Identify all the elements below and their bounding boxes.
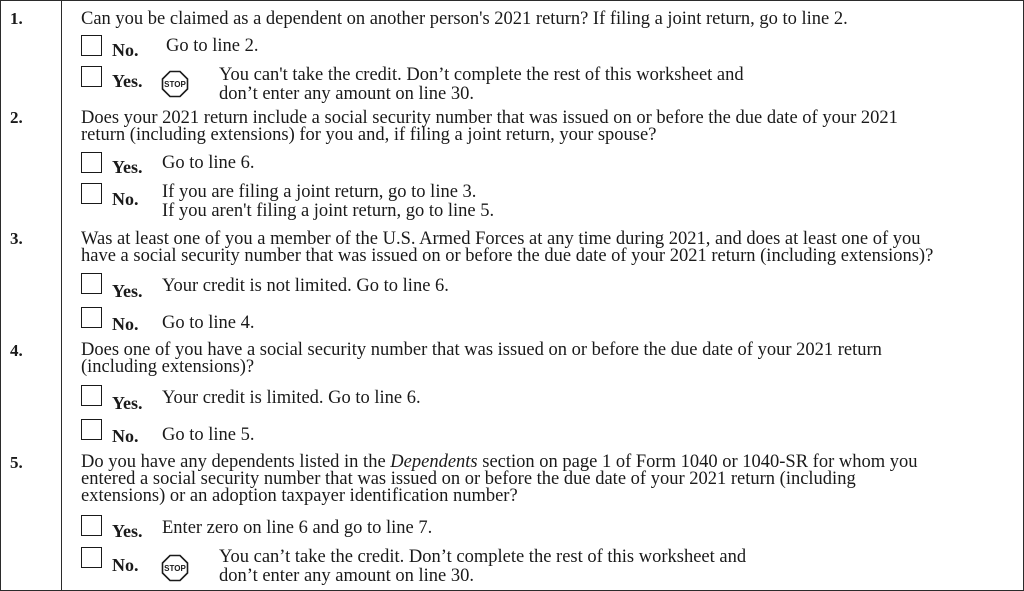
answer-label: No. (112, 314, 139, 334)
question-text: Was at least one of you a member of the U.S. Armed Forces at any time during 2021, and does at least one of you (81, 229, 921, 249)
instruction-text: don’t enter any amount on line 30. (219, 566, 475, 586)
line-number: 5. (10, 453, 23, 472)
answer-label: Yes. (112, 157, 143, 177)
instruction-text: Go to line 6. (162, 153, 255, 173)
instruction-text: Go to line 5. (162, 425, 255, 445)
instruction-text: Your credit is limited. Go to line 6. (162, 388, 421, 408)
instruction-text: Enter zero on line 6 and go to line 7. (162, 518, 433, 538)
instruction-text: Go to line 2. (166, 36, 259, 56)
yes-checkbox[interactable] (81, 385, 102, 406)
question-text: return (including extensions) for you and, if filing a joint return, your spouse? (81, 125, 657, 145)
answer-label: No. (112, 426, 139, 446)
stop-sign-label: STOP (164, 564, 186, 573)
line-number: 4. (10, 341, 23, 360)
question-text: Does one of you have a social security number that was issued on or before the due date of your 2021 return (81, 340, 882, 360)
answer-label: Yes. (112, 521, 143, 541)
instruction-text: If you are filing a joint return, go to line 3. (162, 182, 477, 202)
instruction-text: Your credit is not limited. Go to line 6. (162, 276, 449, 296)
line-number: 2. (10, 108, 23, 127)
no-checkbox[interactable] (81, 35, 102, 56)
question-text-part: Do you have any dependents listed in the (81, 452, 386, 472)
answer-label: No. (112, 555, 139, 575)
answer-label: Yes. (112, 71, 143, 91)
number-column-divider (61, 1, 62, 591)
question-text: Does your 2021 return include a social security number that was issued on or before the due date of your 2021 (81, 108, 898, 128)
no-checkbox[interactable] (81, 183, 102, 204)
question-text: have a social security number that was issued on or before the due date of your 2021 return (including extensions)? (81, 246, 934, 266)
stop-sign-label: STOP (164, 80, 186, 89)
yes-checkbox[interactable] (81, 273, 102, 294)
instruction-text: If you aren't filing a joint return, go to line 5. (162, 201, 495, 221)
question-text: Can you be claimed as a dependent on another person's 2021 return? If filing a joint return, go to line 2. (81, 9, 848, 29)
instruction-text: Go to line 4. (162, 313, 255, 333)
stop-sign-icon (161, 554, 189, 582)
no-checkbox[interactable] (81, 419, 102, 440)
yes-checkbox[interactable] (81, 515, 102, 536)
yes-checkbox[interactable] (81, 66, 102, 87)
stop-sign-icon (161, 70, 189, 98)
answer-label: No. (112, 189, 139, 209)
question-text: (including extensions)? (81, 357, 255, 377)
line-number: 3. (10, 229, 23, 248)
question-text: extensions) or an adoption taxpayer identification number? (81, 486, 518, 506)
question-text: entered a social security number that was issued on or before the due date of your 2021 return (including (81, 469, 856, 489)
instruction-text: You can’t take the credit. Don’t complete the rest of this worksheet and (219, 547, 747, 567)
dependents-section-name: Dependents (390, 452, 478, 472)
answer-label: Yes. (112, 393, 143, 413)
answer-label: No. (112, 40, 139, 60)
line-number: 1. (10, 9, 23, 28)
yes-checkbox[interactable] (81, 152, 102, 173)
instruction-text: don’t enter any amount on line 30. (219, 84, 475, 104)
no-checkbox[interactable] (81, 547, 102, 568)
no-checkbox[interactable] (81, 307, 102, 328)
answer-label: Yes. (112, 281, 143, 301)
question-text-part: section on page 1 of Form 1040 or 1040-SR for whom you (482, 452, 918, 472)
instruction-text: You can't take the credit. Don’t complete the rest of this worksheet and (219, 65, 744, 85)
